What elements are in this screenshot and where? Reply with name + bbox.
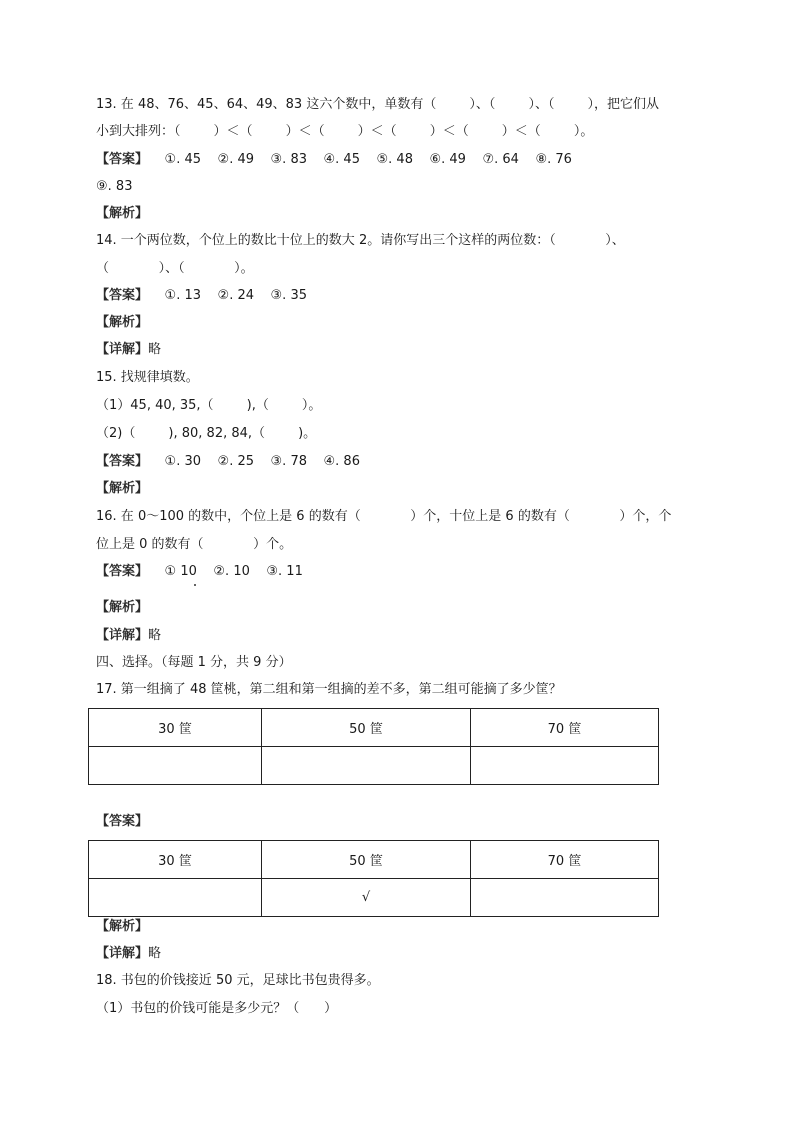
q16-detail-row — [96, 627, 161, 645]
q15-line3: （2)（ ), 80, 82, 84,（ )。 — [96, 426, 317, 441]
q17-detail: 略 — [148, 946, 162, 961]
q16-line1: 16. 在 0～100 的数中，个位上是 6 的数有（ ）个，十位上是 6 的数有（ ）个，个 — [96, 509, 672, 524]
analysis-label: 【解析】 — [96, 315, 149, 330]
stray-dot — [194, 584, 196, 586]
answer-label: 【答案】 — [96, 564, 149, 579]
q14-detail: 略 — [148, 342, 162, 357]
answer-label: 【答案】 — [96, 288, 149, 303]
q13-answer-cont: ⑨. 83 — [96, 179, 133, 194]
q13-line2: 小到大排列：（ ）＜（ ）＜（ ）＜（ ）＜（ ）＜（ ）。 — [96, 124, 594, 139]
answer-mark-cell — [89, 879, 262, 917]
q16-answer-row — [96, 563, 303, 581]
q13-line1: 13. 在 48、76、45、64、49、83 这六个数中，单数有（ ）、（ ）、（ ），把它们从 — [96, 97, 659, 112]
q15-answer: ①. 30 ②. 25 ③. 78 ④. 86 — [148, 454, 360, 469]
section-title: 四、选择。（每题 1 分，共 9 分） — [96, 655, 292, 670]
q16-answer: ① 10 ②. 10 ③. 11 — [148, 564, 303, 579]
analysis-label: 【解析】 — [96, 919, 149, 934]
q17-answer-table — [88, 840, 659, 917]
q16-detail: 略 — [148, 628, 162, 643]
q17-line1: 17. 第一组摘了 48 筐桃，第二组和第一组摘的差不多，第二组可能摘了多少筐？ — [96, 682, 562, 697]
q14-answer-row — [96, 287, 307, 305]
q17-answer-row — [96, 813, 148, 831]
option-cell: 50 筐 — [262, 841, 471, 879]
q14-line1: 14. 一个两位数，个位上的数比十位上的数大 2。请你写出三个这样的两位数：（ ）、 — [96, 233, 625, 248]
option-cell: 30 筐 — [89, 841, 262, 879]
q17-detail-row — [96, 945, 161, 963]
option-cell: 70 筐 — [471, 841, 659, 879]
q13-answer: ①. 45 ②. 49 ③. 83 ④. 45 ⑤. 48 ⑥. 49 ⑦. 64 ⑧. 76 — [148, 152, 572, 167]
answer-label: 【答案】 — [96, 814, 149, 829]
answer-label: 【答案】 — [96, 152, 149, 167]
answer-cell — [471, 747, 659, 785]
answer-cell — [89, 747, 262, 785]
analysis-label: 【解析】 — [96, 206, 149, 221]
option-cell: 70 筐 — [471, 709, 659, 747]
answer-cell — [262, 747, 471, 785]
q15-line2: （1）45, 40, 35,（ ),（ ）。 — [96, 398, 322, 413]
option-cell: 30 筐 — [89, 709, 262, 747]
detail-label: 【详解】 — [96, 946, 149, 961]
q15-answer-row — [96, 453, 360, 471]
q14-detail-row — [96, 341, 161, 359]
analysis-label: 【解析】 — [96, 481, 149, 496]
q13-answer-row — [96, 151, 572, 169]
answer-mark-cell — [471, 879, 659, 917]
detail-label: 【详解】 — [96, 628, 149, 643]
q14-answer: ①. 13 ②. 24 ③. 35 — [148, 288, 307, 303]
analysis-label: 【解析】 — [96, 600, 149, 615]
answer-label: 【答案】 — [96, 454, 149, 469]
q16-line2: 位上是 0 的数有（ ）个。 — [96, 537, 293, 552]
q17-options-table — [88, 708, 659, 785]
q18-line2: （1）书包的价钱可能是多少元？（ ） — [96, 1001, 338, 1016]
q18-line1: 18. 书包的价钱接近 50 元，足球比书包贵得多。 — [96, 973, 380, 988]
q14-line2: （ ）、（ ）。 — [96, 261, 254, 276]
check-mark: √ — [262, 879, 471, 917]
detail-label: 【详解】 — [96, 342, 149, 357]
option-cell: 50 筐 — [262, 709, 471, 747]
q15-line1: 15. 找规律填数。 — [96, 370, 199, 385]
